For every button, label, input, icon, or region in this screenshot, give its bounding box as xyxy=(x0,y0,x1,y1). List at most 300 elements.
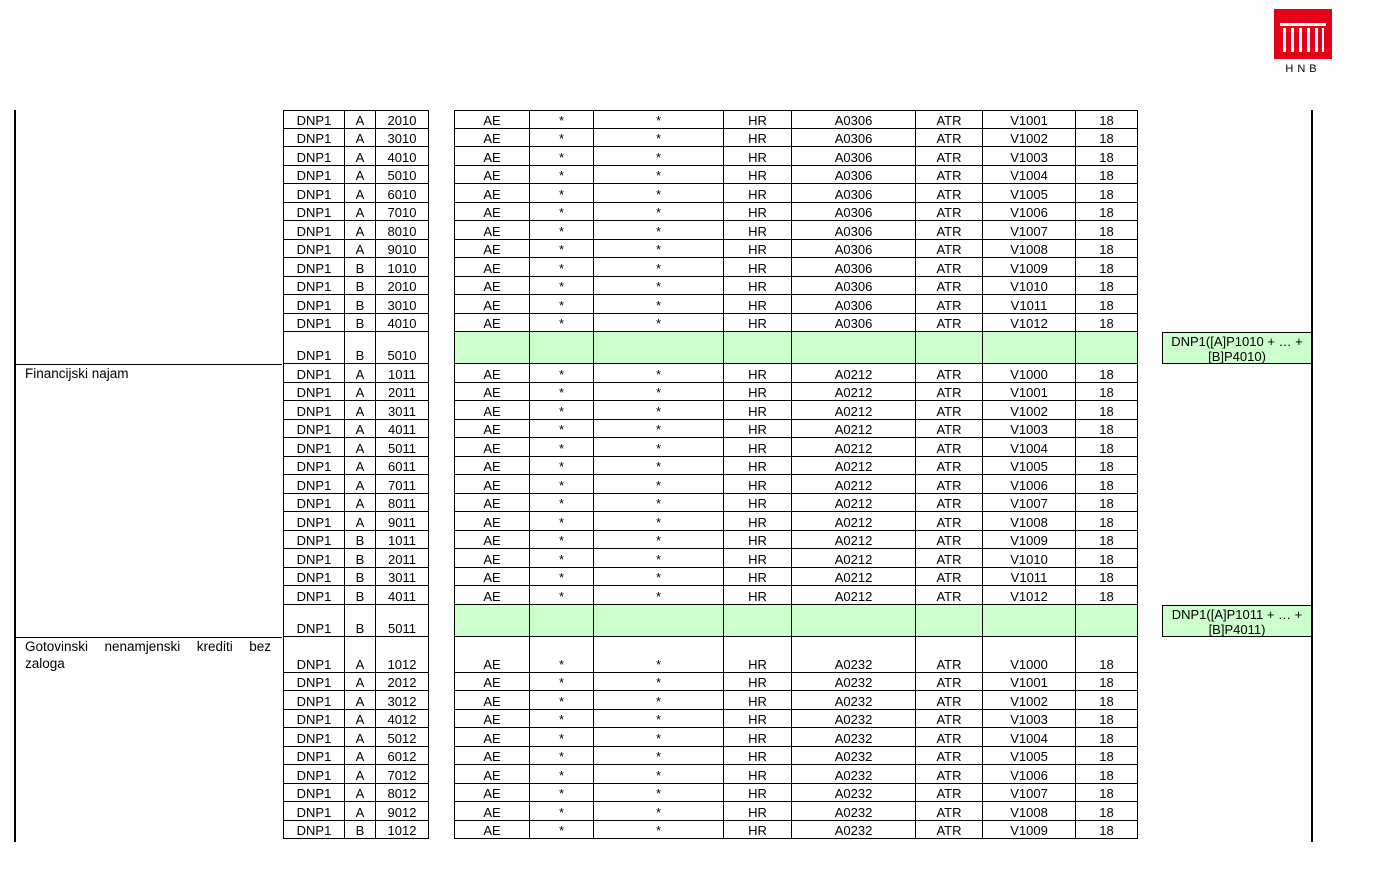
table-cell: 8010 xyxy=(375,221,429,240)
table-cell: * xyxy=(593,531,723,550)
section-label: Financijski najam xyxy=(25,366,129,381)
table-cell: DNP1 xyxy=(283,691,344,710)
table-row xyxy=(0,568,1140,587)
table-cell: B xyxy=(344,531,375,550)
table-cell: V1006 xyxy=(982,765,1075,784)
table-cell: * xyxy=(593,240,723,259)
table-cell: DNP1 xyxy=(283,457,344,476)
table-cell: * xyxy=(529,420,593,439)
table-cell: A0232 xyxy=(791,728,915,747)
table-cell: 7011 xyxy=(375,475,429,494)
table-cell: V1005 xyxy=(982,184,1075,203)
table-cell: ATR xyxy=(915,512,982,531)
table-cell: AE xyxy=(454,586,529,605)
table-cell: V1004 xyxy=(982,438,1075,457)
table-row xyxy=(0,203,1140,222)
table-cell: * xyxy=(593,166,723,185)
table-cell: A xyxy=(344,129,375,148)
table-cell: 18 xyxy=(1075,295,1138,314)
table-row xyxy=(0,383,1140,402)
table-cell: 3010 xyxy=(375,295,429,314)
table-cell: A0212 xyxy=(791,420,915,439)
table-cell xyxy=(454,605,529,637)
table-cell: A0232 xyxy=(791,784,915,803)
table-cell xyxy=(915,332,982,364)
table-row xyxy=(0,586,1140,605)
table-cell: DNP1 xyxy=(283,364,344,383)
table-cell: AE xyxy=(454,258,529,277)
table-cell: * xyxy=(593,728,723,747)
table-cell: * xyxy=(529,531,593,550)
table-cell: 4011 xyxy=(375,586,429,605)
table-cell: ATR xyxy=(915,401,982,420)
table-cell: A xyxy=(344,512,375,531)
table-cell: * xyxy=(529,147,593,166)
table-cell: ATR xyxy=(915,295,982,314)
table-cell: AE xyxy=(454,765,529,784)
table-cell: * xyxy=(593,277,723,296)
table-cell: HR xyxy=(723,784,791,803)
table-cell: * xyxy=(529,129,593,148)
table-cell: A0306 xyxy=(791,166,915,185)
table-cell: A0212 xyxy=(791,531,915,550)
table-cell xyxy=(529,605,593,637)
table-cell: * xyxy=(529,438,593,457)
table-cell: 1010 xyxy=(375,258,429,277)
table-cell: 5011 xyxy=(375,438,429,457)
table-cell: DNP1 xyxy=(283,438,344,457)
table-cell: DNP1 xyxy=(283,512,344,531)
table-row xyxy=(0,765,1140,784)
table-cell: AE xyxy=(454,203,529,222)
table-cell: 4011 xyxy=(375,420,429,439)
table-cell: AE xyxy=(454,691,529,710)
table-cell: HR xyxy=(723,129,791,148)
table-cell: 3011 xyxy=(375,568,429,587)
table-cell: V1003 xyxy=(982,710,1075,729)
table-cell: A0306 xyxy=(791,184,915,203)
table-cell: DNP1 xyxy=(283,802,344,821)
table-cell: 6011 xyxy=(375,457,429,476)
table-cell: * xyxy=(529,728,593,747)
table-cell: DNP1 xyxy=(283,258,344,277)
table-cell: A0212 xyxy=(791,475,915,494)
table-cell: * xyxy=(529,295,593,314)
table-cell: 18 xyxy=(1075,710,1138,729)
table-cell: * xyxy=(593,147,723,166)
table-cell: ATR xyxy=(915,457,982,476)
table-cell: HR xyxy=(723,531,791,550)
table-cell: V1005 xyxy=(982,457,1075,476)
table-cell: A0232 xyxy=(791,802,915,821)
table-cell: ATR xyxy=(915,314,982,333)
table-cell: 3010 xyxy=(375,129,429,148)
table-cell xyxy=(723,332,791,364)
table-cell: 8012 xyxy=(375,784,429,803)
table-cell: * xyxy=(593,110,723,129)
table-cell: * xyxy=(593,494,723,513)
table-row xyxy=(0,295,1140,314)
table-cell: DNP1 xyxy=(283,494,344,513)
table-cell: AE xyxy=(454,784,529,803)
table-cell xyxy=(593,332,723,364)
table-cell: * xyxy=(529,673,593,692)
table-cell: 2011 xyxy=(375,383,429,402)
table-cell: A xyxy=(344,110,375,129)
table-row xyxy=(0,549,1140,568)
table-cell: AE xyxy=(454,673,529,692)
table-cell: * xyxy=(529,110,593,129)
table-cell: AE xyxy=(454,549,529,568)
table-cell: A0232 xyxy=(791,691,915,710)
table-cell: AE xyxy=(454,568,529,587)
hnb-logo xyxy=(1274,9,1332,75)
sum-row xyxy=(0,332,1140,364)
table-cell: HR xyxy=(723,637,791,673)
table-cell: * xyxy=(593,129,723,148)
table-cell: V1008 xyxy=(982,512,1075,531)
table-row xyxy=(0,240,1140,259)
table-cell: HR xyxy=(723,710,791,729)
table-cell: HR xyxy=(723,166,791,185)
table-cell: V1011 xyxy=(982,568,1075,587)
table-cell: DNP1 xyxy=(283,728,344,747)
table-cell xyxy=(454,332,529,364)
table-cell: ATR xyxy=(915,765,982,784)
table-cell: ATR xyxy=(915,240,982,259)
table-cell: AE xyxy=(454,295,529,314)
table-cell: AE xyxy=(454,184,529,203)
table-cell: AE xyxy=(454,420,529,439)
table-cell: AE xyxy=(454,383,529,402)
table-row xyxy=(0,802,1140,821)
table-cell: * xyxy=(529,203,593,222)
table-row xyxy=(0,728,1140,747)
table-cell: 18 xyxy=(1075,637,1138,673)
table-cell: * xyxy=(593,258,723,277)
table-cell xyxy=(982,332,1075,364)
table-cell: B xyxy=(344,568,375,587)
table-cell: B xyxy=(344,277,375,296)
table-cell: * xyxy=(593,364,723,383)
table-cell: V1012 xyxy=(982,314,1075,333)
table-cell: B xyxy=(344,605,375,637)
table-cell: DNP1 xyxy=(283,383,344,402)
table-cell: HR xyxy=(723,277,791,296)
table-cell: A xyxy=(344,364,375,383)
table-cell: * xyxy=(529,710,593,729)
table-cell: V1006 xyxy=(982,475,1075,494)
table-cell: A0212 xyxy=(791,364,915,383)
table-cell: HR xyxy=(723,203,791,222)
table-cell xyxy=(791,605,915,637)
table-cell: * xyxy=(529,494,593,513)
table-cell: V1002 xyxy=(982,691,1075,710)
table-cell: ATR xyxy=(915,549,982,568)
table-cell: ATR xyxy=(915,494,982,513)
table-cell: A xyxy=(344,802,375,821)
table-cell: ATR xyxy=(915,637,982,673)
table-cell: A xyxy=(344,166,375,185)
table-cell: 5011 xyxy=(375,605,429,637)
table-cell: A xyxy=(344,637,375,673)
table-cell: A xyxy=(344,203,375,222)
table-cell: DNP1 xyxy=(283,203,344,222)
table-cell: 18 xyxy=(1075,110,1138,129)
table-cell: DNP1 xyxy=(283,295,344,314)
table-cell: V1004 xyxy=(982,166,1075,185)
table-cell: 18 xyxy=(1075,531,1138,550)
table-cell: HR xyxy=(723,802,791,821)
table-cell: * xyxy=(593,184,723,203)
table-cell: B xyxy=(344,314,375,333)
table-cell: * xyxy=(593,314,723,333)
table-cell: 18 xyxy=(1075,765,1138,784)
table-cell: * xyxy=(593,691,723,710)
table-cell: 18 xyxy=(1075,586,1138,605)
table-row xyxy=(0,512,1140,531)
table-cell: 4012 xyxy=(375,710,429,729)
table-cell: DNP1 xyxy=(283,673,344,692)
table-cell: 18 xyxy=(1075,314,1138,333)
table-cell: 18 xyxy=(1075,401,1138,420)
table-cell: A xyxy=(344,747,375,766)
table-row xyxy=(0,457,1140,476)
table-cell: AE xyxy=(454,129,529,148)
table-cell: * xyxy=(529,765,593,784)
table-row xyxy=(0,147,1140,166)
table-cell: V1003 xyxy=(982,420,1075,439)
table-cell: V1000 xyxy=(982,637,1075,673)
table-cell: * xyxy=(593,475,723,494)
table-cell: A xyxy=(344,494,375,513)
table-cell: B xyxy=(344,258,375,277)
table-cell: A xyxy=(344,383,375,402)
table-cell: HR xyxy=(723,401,791,420)
table-cell: ATR xyxy=(915,364,982,383)
table-cell: * xyxy=(593,673,723,692)
table-cell: DNP1 xyxy=(283,821,344,840)
table-cell: A0306 xyxy=(791,110,915,129)
table-cell: ATR xyxy=(915,277,982,296)
table-cell: A0212 xyxy=(791,401,915,420)
table-row xyxy=(0,314,1140,333)
table-cell: HR xyxy=(723,438,791,457)
table-cell: HR xyxy=(723,314,791,333)
table-cell: V1011 xyxy=(982,295,1075,314)
table-cell: * xyxy=(529,401,593,420)
table-cell: 2011 xyxy=(375,549,429,568)
table-cell: V1006 xyxy=(982,203,1075,222)
table-cell: V1008 xyxy=(982,802,1075,821)
table-cell: A xyxy=(344,475,375,494)
table-cell: * xyxy=(593,203,723,222)
table-cell: ATR xyxy=(915,383,982,402)
table-cell: 5010 xyxy=(375,332,429,364)
table-cell: AE xyxy=(454,802,529,821)
table-cell: * xyxy=(593,784,723,803)
table-cell: V1007 xyxy=(982,494,1075,513)
table-cell: A0212 xyxy=(791,383,915,402)
table-cell: * xyxy=(529,221,593,240)
table-cell: 3012 xyxy=(375,691,429,710)
table-cell: 3011 xyxy=(375,401,429,420)
table-cell: 18 xyxy=(1075,184,1138,203)
table-cell: A xyxy=(344,401,375,420)
table-cell: ATR xyxy=(915,147,982,166)
table-cell: AE xyxy=(454,512,529,531)
table-cell: * xyxy=(529,457,593,476)
table-cell: ATR xyxy=(915,531,982,550)
table-cell: 6010 xyxy=(375,184,429,203)
table-cell xyxy=(982,605,1075,637)
table-cell: DNP1 xyxy=(283,637,344,673)
table-cell: 2010 xyxy=(375,110,429,129)
table-cell: V1008 xyxy=(982,240,1075,259)
table-cell: AE xyxy=(454,728,529,747)
table-cell: 18 xyxy=(1075,240,1138,259)
table-cell: AE xyxy=(454,364,529,383)
table-row xyxy=(0,166,1140,185)
table-cell: * xyxy=(593,568,723,587)
table-cell: 18 xyxy=(1075,129,1138,148)
table-cell: 18 xyxy=(1075,673,1138,692)
table-cell: 18 xyxy=(1075,568,1138,587)
table-cell: A0212 xyxy=(791,512,915,531)
table-cell: ATR xyxy=(915,420,982,439)
table-cell: V1002 xyxy=(982,129,1075,148)
table-row xyxy=(0,494,1140,513)
table-cell: 6012 xyxy=(375,747,429,766)
table-cell: AE xyxy=(454,531,529,550)
table-cell: A0306 xyxy=(791,203,915,222)
table-cell: A0212 xyxy=(791,568,915,587)
table-cell: AE xyxy=(454,494,529,513)
table-cell: * xyxy=(593,457,723,476)
table-cell: 2010 xyxy=(375,277,429,296)
table-cell: * xyxy=(529,784,593,803)
table-cell: ATR xyxy=(915,129,982,148)
table-cell: ATR xyxy=(915,821,982,840)
table-cell: A xyxy=(344,221,375,240)
table-cell: DNP1 xyxy=(283,420,344,439)
table-cell: * xyxy=(529,184,593,203)
table-cell: V1001 xyxy=(982,383,1075,402)
table-cell: 18 xyxy=(1075,166,1138,185)
table-cell: V1012 xyxy=(982,586,1075,605)
hnb-logo-icon xyxy=(1274,9,1332,59)
table-cell: A xyxy=(344,728,375,747)
table-cell: AE xyxy=(454,277,529,296)
table-cell: DNP1 xyxy=(283,147,344,166)
table-cell: A0232 xyxy=(791,710,915,729)
table-cell: * xyxy=(593,747,723,766)
table-cell: DNP1 xyxy=(283,549,344,568)
table-cell: 18 xyxy=(1075,420,1138,439)
table-cell: * xyxy=(529,383,593,402)
table-cell: A0232 xyxy=(791,673,915,692)
table-cell: 5010 xyxy=(375,166,429,185)
table-cell: HR xyxy=(723,512,791,531)
table-cell: AE xyxy=(454,710,529,729)
table-cell: A xyxy=(344,765,375,784)
table-cell: * xyxy=(593,637,723,673)
table-cell: A xyxy=(344,673,375,692)
table-cell: HR xyxy=(723,184,791,203)
table-row xyxy=(0,438,1140,457)
table-row xyxy=(0,184,1140,203)
section-label: Gotovinski nenamjenski krediti bez zaloga xyxy=(25,638,271,671)
table-cell: ATR xyxy=(915,568,982,587)
table-cell: * xyxy=(593,221,723,240)
table-cell: DNP1 xyxy=(283,110,344,129)
table-cell: HR xyxy=(723,364,791,383)
table-cell: ATR xyxy=(915,710,982,729)
table-cell: B xyxy=(344,295,375,314)
table-cell: * xyxy=(529,475,593,494)
table-cell: AE xyxy=(454,147,529,166)
table-cell: AE xyxy=(454,401,529,420)
formula-cell: DNP1([A]P1011 + … + [B]P4011) xyxy=(1162,605,1312,637)
table-cell: * xyxy=(529,747,593,766)
table-cell: HR xyxy=(723,240,791,259)
table-cell: DNP1 xyxy=(283,475,344,494)
table-cell: 18 xyxy=(1075,364,1138,383)
table-cell: * xyxy=(529,512,593,531)
table-cell: V1001 xyxy=(982,110,1075,129)
table-cell: ATR xyxy=(915,166,982,185)
sum-row xyxy=(0,605,1140,637)
table-cell: * xyxy=(593,401,723,420)
table-cell: A0212 xyxy=(791,494,915,513)
table-cell: ATR xyxy=(915,184,982,203)
table-cell: HR xyxy=(723,691,791,710)
table-cell: * xyxy=(593,549,723,568)
table-cell: V1005 xyxy=(982,747,1075,766)
table-cell: 2012 xyxy=(375,673,429,692)
table-cell: 18 xyxy=(1075,438,1138,457)
table-cell: V1009 xyxy=(982,821,1075,840)
table-row xyxy=(0,401,1140,420)
table-cell: * xyxy=(593,586,723,605)
table-cell: HR xyxy=(723,383,791,402)
table-cell: A0306 xyxy=(791,129,915,148)
table-cell: 1012 xyxy=(375,637,429,673)
table-row xyxy=(0,531,1140,550)
table-cell: B xyxy=(344,821,375,840)
table-cell: 18 xyxy=(1075,784,1138,803)
table-cell: * xyxy=(529,802,593,821)
table-cell: AE xyxy=(454,475,529,494)
table-cell: * xyxy=(529,364,593,383)
table-cell: 7012 xyxy=(375,765,429,784)
table-cell: HR xyxy=(723,821,791,840)
table-cell: 18 xyxy=(1075,494,1138,513)
table-cell: ATR xyxy=(915,691,982,710)
table-cell: ATR xyxy=(915,802,982,821)
table-cell: 5012 xyxy=(375,728,429,747)
table-cell: ATR xyxy=(915,438,982,457)
table-cell: HR xyxy=(723,549,791,568)
table-cell: HR xyxy=(723,494,791,513)
table-cell xyxy=(1075,605,1138,637)
table-cell: AE xyxy=(454,821,529,840)
table-cell: DNP1 xyxy=(283,784,344,803)
table-cell: HR xyxy=(723,568,791,587)
table-cell: 1011 xyxy=(375,531,429,550)
table-cell: 18 xyxy=(1075,691,1138,710)
table-cell: A0232 xyxy=(791,637,915,673)
